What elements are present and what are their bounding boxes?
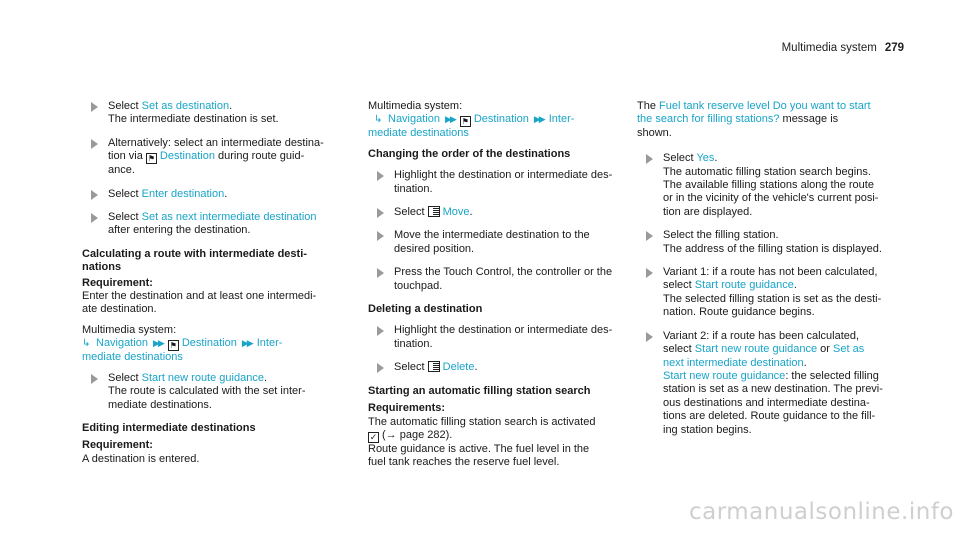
triangle-bullet-icon (91, 374, 98, 384)
step-text: select (663, 343, 695, 356)
step-text: The available filling stations along the route (663, 179, 874, 192)
requirement-block (368, 402, 630, 470)
requirement-text: Enter the destination and at least one intermedi- (82, 290, 317, 303)
message-fuel-reserve: Fuel tank reserve level Do you want to start (659, 100, 871, 112)
section-heading-editing: Editing intermediate destinations (82, 421, 256, 434)
section-heading-changing-order: Changing the order of the destinations (368, 147, 571, 160)
menu-link-move[interactable]: Move (442, 206, 470, 219)
step-text: Select (108, 187, 142, 200)
step-text: Alternatively: select an intermediate destina- (108, 136, 324, 149)
step-text: after entering the destination. (108, 224, 251, 237)
step-highlight (368, 169, 630, 196)
triangle-bullet-icon (91, 102, 98, 112)
menu-link-yes[interactable]: Yes (696, 152, 715, 165)
path-navigation[interactable]: Navigation (96, 337, 148, 350)
requirement-label: Requirements: (368, 402, 446, 415)
punctuation: . (469, 206, 473, 219)
step-text: desired position. (394, 242, 475, 255)
menu-path (82, 337, 350, 351)
menu-link-set-as[interactable]: Set as (833, 343, 865, 356)
destination-flag-icon: ⚑ (169, 341, 177, 351)
punctuation: . (229, 100, 233, 112)
step-text: mediate destinations. (108, 398, 212, 411)
punctuation: . (793, 279, 797, 292)
triangle-bullet-icon (377, 363, 384, 373)
step-move-destination (368, 229, 630, 256)
step-text: Select (394, 361, 428, 374)
triangle-bullet-icon (646, 332, 653, 342)
step-text: during route guid- (214, 150, 305, 163)
step-text: The route is calculated with the set inter- (108, 385, 306, 398)
step-text: tination. (394, 182, 433, 195)
step-text: Select (394, 206, 428, 219)
menu-link-set-as-next-intermediate-destination[interactable]: Set as next intermediate destination (141, 211, 317, 224)
step-variant-2 (637, 330, 899, 437)
step-text: station is set as a new destination. The previ- (663, 383, 883, 396)
destination-flag-icon: ⚑ (147, 154, 155, 164)
message-fuel-reserve-cont: the search for filling stations? (637, 113, 780, 126)
punctuation: . (263, 371, 268, 384)
step-set-as-next-intermediate (82, 211, 350, 238)
step-text: Select (108, 211, 142, 224)
step-text: Variant 2: if a route has been calculated, (663, 329, 860, 342)
step-text: Select (108, 371, 142, 384)
triangle-bullet-icon (91, 190, 98, 200)
multimedia-system-label: Multimedia system: (82, 323, 177, 336)
menu-link-start-route-guidance[interactable]: Start route guidance (694, 279, 794, 292)
step-text: Variant 1: if a route has not been calculated, (663, 266, 878, 279)
checkbox-checked-icon: ✓ (369, 431, 378, 442)
triangle-bullet-icon (377, 231, 384, 241)
step-text: tions are deleted. Route guidance to the fill- (663, 410, 876, 423)
header-title: Multimedia system (781, 42, 877, 54)
punctuation: . (803, 356, 807, 369)
intro-paragraph (637, 100, 899, 140)
column-left (82, 100, 350, 473)
multimedia-system-label: Multimedia system: (368, 100, 463, 112)
heading-line: Calculating a route with intermediate desti- (82, 247, 307, 260)
triangle-bullet-icon (377, 268, 384, 278)
menu-link-next-intermediate-destination[interactable]: next intermediate destination (663, 356, 804, 369)
punctuation: . (714, 152, 718, 165)
page-reference[interactable]: (→ page 282). (382, 428, 453, 441)
step-text: or in the vicinity of the vehicle's current posi- (663, 192, 879, 205)
intro-text: message is (779, 113, 839, 126)
requirement-text: Route guidance is active. The fuel level in the (368, 442, 590, 455)
step-text: touchpad. (394, 279, 443, 292)
destination-flag-icon: ⚑ (461, 117, 469, 127)
menu-icon (428, 206, 440, 217)
step-text: ing station begins. (663, 423, 752, 436)
step-text: select (663, 279, 695, 292)
step-text: Select the filling station. (663, 229, 779, 242)
path-intermediate[interactable]: Inter- (548, 113, 575, 126)
step-variant-1 (637, 266, 899, 320)
double-chevron-icon: ▶▶ (533, 114, 544, 125)
triangle-bullet-icon (646, 231, 653, 241)
requirement-label: Requirement: (82, 439, 153, 452)
menu-path-block (368, 100, 630, 141)
menu-icon (428, 361, 440, 372)
step-text: or (817, 343, 834, 356)
triangle-bullet-icon (91, 213, 98, 223)
section-heading-deleting: Deleting a destination (368, 303, 483, 316)
section-heading-calculating-route (82, 248, 350, 275)
step-text: Move the intermediate destination to the (394, 229, 590, 242)
step-select-delete (368, 361, 630, 374)
step-text: tion via (108, 150, 146, 163)
column-middle (368, 100, 630, 477)
requirement-text: ate destination. (82, 303, 157, 316)
step-text: The selected filling station is set as the desti- (663, 292, 882, 305)
step-text: Press the Touch Control, the controller or the (394, 266, 613, 279)
intro-text: shown. (637, 126, 672, 139)
menu-path (368, 113, 630, 127)
watermark: carmanualsonline.info (688, 499, 954, 525)
step-text: The address of the filling station is displayed. (663, 242, 882, 255)
menu-link-set-as-destination[interactable]: Set as destination (141, 100, 230, 112)
path-destination[interactable]: Destination (473, 113, 529, 126)
triangle-bullet-icon (646, 268, 653, 278)
step-text: tion are displayed. (663, 205, 753, 218)
double-chevron-icon: ▶▶ (152, 338, 163, 349)
requirement-label: Requirement: (82, 276, 153, 289)
heading-line: nations (82, 261, 122, 274)
step-press-touch-control (368, 266, 630, 293)
path-arrow-icon: ↳ (374, 114, 383, 126)
menu-path-block (82, 324, 350, 365)
triangle-bullet-icon (377, 171, 384, 181)
requirement-text: The automatic filling station search is activated (368, 415, 596, 428)
step-text: ance. (108, 164, 135, 177)
step-text: The automatic filling station search begins. (663, 165, 871, 178)
step-text: Select (108, 100, 142, 112)
punctuation: . (474, 361, 478, 374)
step-highlight-delete (368, 324, 630, 351)
path-intermediate-cont[interactable]: mediate destinations (368, 127, 469, 140)
menu-link-start-new-route-guidance[interactable]: Start new route guidance (694, 343, 818, 356)
page-number: 279 (884, 42, 904, 54)
step-select-move (368, 206, 630, 219)
step-text: Highlight the destination or intermediate des- (394, 169, 613, 182)
step-text: nation. Route guidance begins. (663, 306, 815, 319)
path-destination[interactable]: Destination (181, 337, 237, 350)
column-right (637, 100, 899, 447)
step-text: ous destinations and intermediate destina- (663, 396, 870, 409)
triangle-bullet-icon (646, 154, 653, 164)
step-text: Highlight the destination or intermediate des- (394, 324, 613, 337)
triangle-bullet-icon (377, 326, 384, 336)
page-header (782, 42, 904, 54)
path-navigation[interactable]: Navigation (388, 113, 440, 126)
step-alternatively (82, 137, 350, 178)
requirement-block (82, 277, 350, 317)
menu-link-enter-destination[interactable]: Enter destination (141, 187, 225, 200)
step-select-filling-station (637, 229, 899, 256)
step-text: : the selected filling (785, 369, 879, 382)
punctuation: . (224, 187, 228, 200)
step-enter-destination (82, 188, 350, 201)
requirement-text: fuel tank reaches the reserve fuel level. (368, 456, 560, 469)
path-intermediate[interactable]: Inter- (256, 337, 283, 350)
step-text: The intermediate destination is set. (108, 113, 279, 126)
menu-link-delete[interactable]: Delete (442, 361, 475, 374)
menu-link-destination[interactable]: Destination (159, 150, 215, 163)
requirement-text: A destination is entered. (82, 452, 200, 465)
section-heading-filling-station: Starting an automatic filling station search (368, 384, 591, 397)
double-chevron-icon: ▶▶ (444, 114, 455, 125)
path-intermediate-cont[interactable]: mediate destinations (82, 351, 183, 364)
menu-link-start-new-route-guidance[interactable]: Start new route guidance (141, 371, 264, 384)
triangle-bullet-icon (377, 208, 384, 218)
step-select-yes (637, 152, 899, 219)
triangle-bullet-icon (91, 139, 98, 149)
double-chevron-icon: ▶▶ (241, 338, 252, 349)
step-text: tination. (394, 337, 433, 350)
path-arrow-icon: ↳ (82, 338, 91, 350)
step-text: Select (663, 152, 697, 165)
menu-link-start-new-route-guidance-2[interactable]: Start new route guidance (663, 369, 786, 382)
step-set-as-destination (82, 100, 350, 127)
step-start-new-route-guidance (82, 372, 350, 412)
requirement-block (82, 439, 350, 466)
intro-text: The (637, 100, 660, 112)
